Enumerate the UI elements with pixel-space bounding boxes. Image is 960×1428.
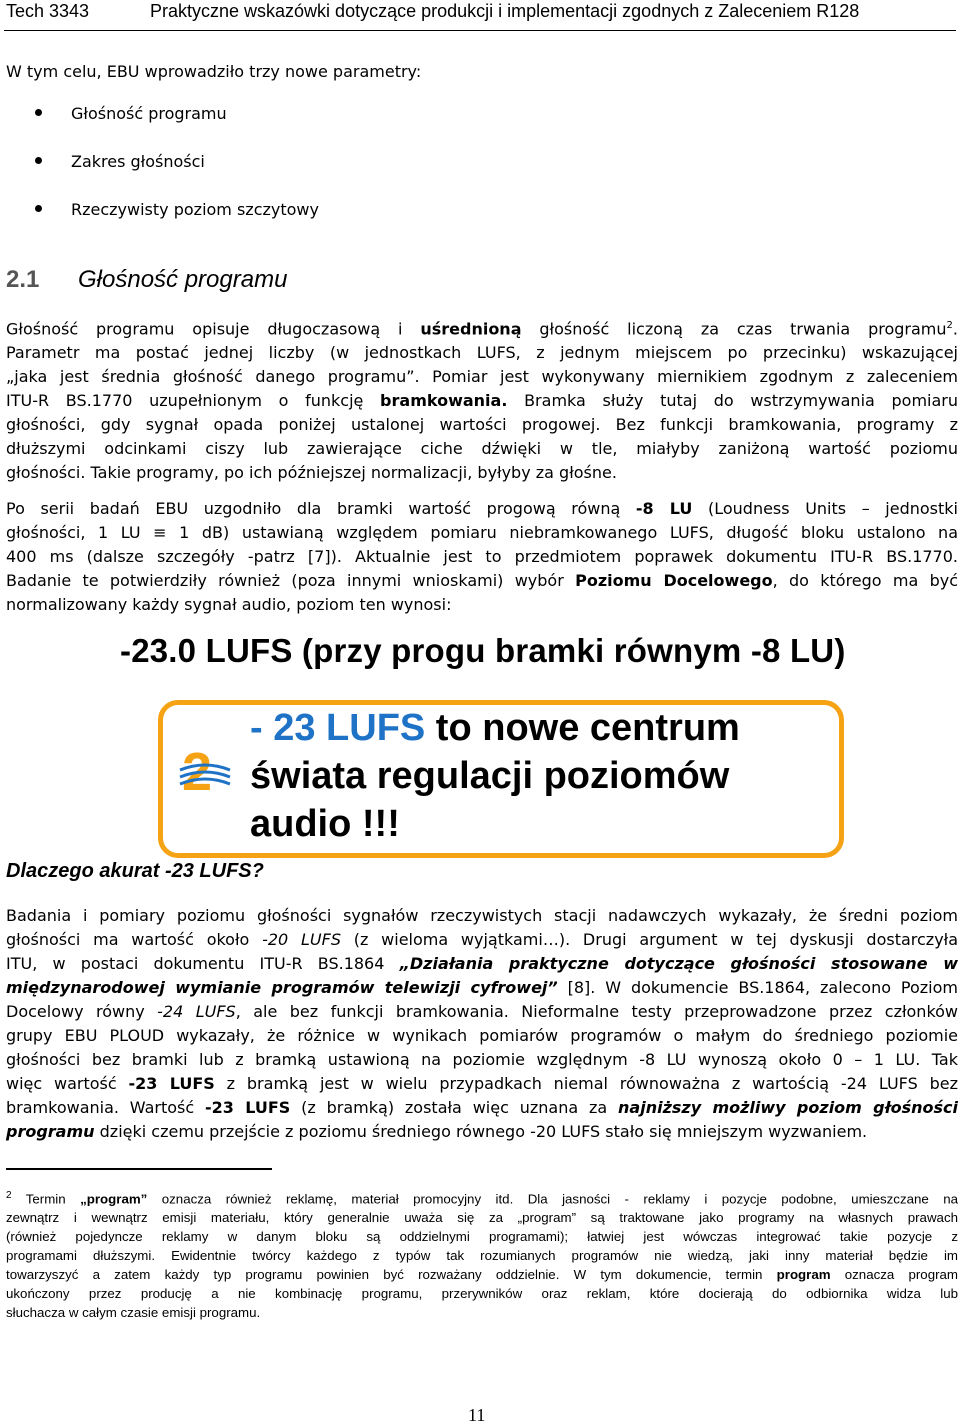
text-run: (z bramką) została więc uznana za	[290, 1098, 619, 1117]
text-run: głośność liczoną za czas trwania programu	[521, 319, 947, 339]
svg-text:2: 2	[182, 742, 213, 802]
text-line: programami dłuższymi. Ewidentnie twórcy każdego z typów tak rozumianych programów nie wiedzą, jaki inny materiał będzie im	[6, 1248, 958, 1264]
list-item-label: Zakres głośności	[71, 152, 205, 171]
page-header	[4, 0, 956, 31]
text-line: głośności, 1 LU ≡ 1 dB) ustawianą względem pomiaru niebramkowanego LUFS, długość bloku ustalono na	[6, 523, 958, 542]
bullet-icon	[35, 205, 42, 212]
callout-line: to nowe centrum	[425, 707, 740, 749]
text-run: Termin	[11, 1191, 81, 1207]
document-id: Tech 3343	[6, 1, 90, 21]
section-number: 2.1	[6, 266, 40, 293]
text-run: [8]. W dokumencie BS.1864, zalecono Poziom	[557, 978, 958, 997]
text-line: 400 ms (dalsze szczegóły -patrz [7]). Aktualnie jest to przedmiotem poprawek dokumentu ITU-R BS.1770.	[6, 547, 958, 566]
text-line: głośności, gdy sygnał opada poniżej ustalonej wartości progowej. Bez funkcji bramkowania, programy z	[6, 415, 958, 435]
text-run: najniższy możliwy poziom głośności	[618, 1098, 959, 1117]
text-run: więc wartość	[6, 1074, 129, 1093]
text-line: dłuższymi odcinkami ciszy lub zawierające ciche dźwięki w tle, miałyby zaniżoną wartość poziomu	[6, 439, 958, 459]
text-run: głośności ma wartość około	[6, 930, 263, 949]
paragraph-rationale	[6, 904, 958, 1144]
text-run: międzynarodowej wymianie programów telewizji cyfrowej”	[6, 978, 558, 997]
footnote-ref: 2	[946, 320, 953, 331]
footnote	[6, 1186, 958, 1322]
intro-text: W tym celu, EBU wprowadziło trzy nowe parametry:	[6, 62, 422, 81]
bullet-icon	[35, 157, 42, 164]
text-run: towarzyszyć a zatem każdy typ programu powinien być rozważany oddzielnie. W tym dokumencie, termin	[6, 1267, 777, 1283]
page-number: 11	[468, 1405, 486, 1425]
text-line: grupy EBU PLOUD wykazały, że różnice w wynikach pomiarów programów o małym do średniego poziomie	[6, 1026, 958, 1045]
text-run: „program”	[80, 1191, 148, 1207]
text-run: -20 LUFS	[262, 930, 341, 949]
text-line: zewnątrz i wewnątrz emisji materiału, który generalnie uważa się za „program” są traktowane jako programy na własnych prawach	[6, 1210, 958, 1226]
parameter-list	[0, 104, 319, 248]
text-line: normalizowany każdy sygnał audio, poziom ten wynosi:	[6, 595, 452, 614]
text-run: .	[952, 319, 959, 339]
footnote-divider	[6, 1168, 272, 1170]
text-run: , ale bez funkcji bramkowania. Nieformalne testy przeprowadzone przez członków	[235, 1002, 959, 1021]
text-run: , do którego ma być	[772, 571, 959, 590]
paragraph-gate-threshold	[6, 497, 958, 617]
text-run: ITU-R BS.1770 uzupełnionym o funkcję	[6, 391, 381, 411]
r128-logo-icon	[176, 740, 234, 802]
text-run: -8 LU	[635, 499, 693, 518]
text-run: Po serii badań EBU uzgodniło dla bramki wartość progową równą	[6, 499, 636, 518]
text-run: dzięki czemu przejście z poziomu średniego równego -20 LUFS stało się mniejszym wyzwaniem.	[94, 1122, 868, 1141]
document-title: Praktyczne wskazówki dotyczące produkcji i implementacji zgodnych z Zaleceniem R128	[150, 1, 860, 21]
text-run: bramkowania.	[380, 391, 508, 411]
text-line: (również pojedyncze reklamy w danym bloku są oddzielnymi programami); łatwiej jest wówczas integrować takie pozycje z	[6, 1229, 958, 1245]
text-run: program	[776, 1267, 831, 1283]
list-item-label: Rzeczywisty poziom szczytowy	[71, 200, 319, 219]
list-item	[0, 200, 319, 248]
text-run: oznacza program	[830, 1267, 958, 1283]
text-run: Poziomu Docelowego	[575, 571, 773, 590]
text-line: głośności. Takie programy, po ich późniejszej normalizacji, byłyby za głośne.	[6, 463, 617, 483]
text-run: oznacza również reklamę, materiał promocyjny itd. Dla jasności - reklamy i pozycje podobne, umieszczane na	[147, 1191, 958, 1207]
text-run: programu	[6, 1122, 95, 1141]
text-run: -24 LUFS	[157, 1002, 236, 1021]
text-line: głośności bez bramki lub z bramką ustawioną na poziomie względnym -8 LU wynoszą około 0 – 1 LU. Tak	[6, 1050, 958, 1069]
callout-accent: - 23 LUFS	[250, 707, 426, 749]
list-item	[0, 104, 319, 152]
text-run: -23 LUFS	[205, 1098, 291, 1117]
text-run: (Loudness Units – jednostki	[692, 499, 959, 518]
target-level-statement: -23.0 LUFS (przy progu bramki równym -8 LU)	[120, 632, 846, 669]
text-run: Docelowy równy	[6, 1002, 158, 1021]
text-run: ITU, w postaci dokumentu ITU-R BS.1864	[6, 954, 400, 973]
text-run: uśrednioną	[420, 319, 522, 339]
text-run: bramkowania. Wartość	[6, 1098, 206, 1117]
text-run: (z wieloma wyjątkami…). Drugi argument w tej dyskusji dostarczyła	[340, 930, 959, 949]
text-run: Głośność programu opisuje długoczasową i	[6, 319, 421, 339]
section-heading	[6, 266, 287, 294]
bullet-icon	[35, 109, 42, 116]
callout-line: świata regulacji poziomów	[250, 755, 730, 797]
text-run: -23 LUFS	[128, 1074, 215, 1093]
paragraph-program-loudness	[6, 314, 958, 485]
callout-line: audio !!!	[250, 803, 400, 845]
text-line: „jaka jest średnia głośność danego programu”. Pomiar jest wykonywany miernikiem zgodnym z zaleceniem	[6, 367, 958, 387]
footnote-mark: 2	[6, 1190, 12, 1201]
subheading-why-23: Dlaczego akurat -23 LUFS?	[6, 860, 264, 882]
text-run: Badanie te potwierdziły również (poza innymi wnioskami) wybór	[6, 571, 576, 590]
text-line: Badania i pomiary poziomu głośności sygnałów rzeczywistych stacji nadawczych wykazały, że średni poziom	[6, 906, 958, 925]
section-title: Głośność programu	[78, 266, 288, 293]
text-run: Bramka służy tutaj do wstrzymywania pomiaru	[507, 391, 959, 411]
text-line: słuchacza w całym czasie emisji programu.	[6, 1305, 261, 1321]
text-run: z bramką jest w wielu przypadkach niemal równoważna z wartością -24 LUFS bez	[214, 1074, 958, 1093]
list-item	[0, 152, 319, 200]
list-item-label: Głośność programu	[71, 104, 227, 123]
text-line: ukończony przez producję a nie kombinację programu, przerywników oraz reklam, które docierają do odbiornika widza lub	[6, 1286, 958, 1302]
text-line: Parametr ma postać jednej liczby (w jednostkach LUFS, z jednym miejscem po przecinku) wskazującej	[6, 343, 958, 363]
callout-text	[250, 704, 850, 848]
text-run: „Działania praktyczne dotyczące głośności stosowane w	[399, 954, 958, 973]
